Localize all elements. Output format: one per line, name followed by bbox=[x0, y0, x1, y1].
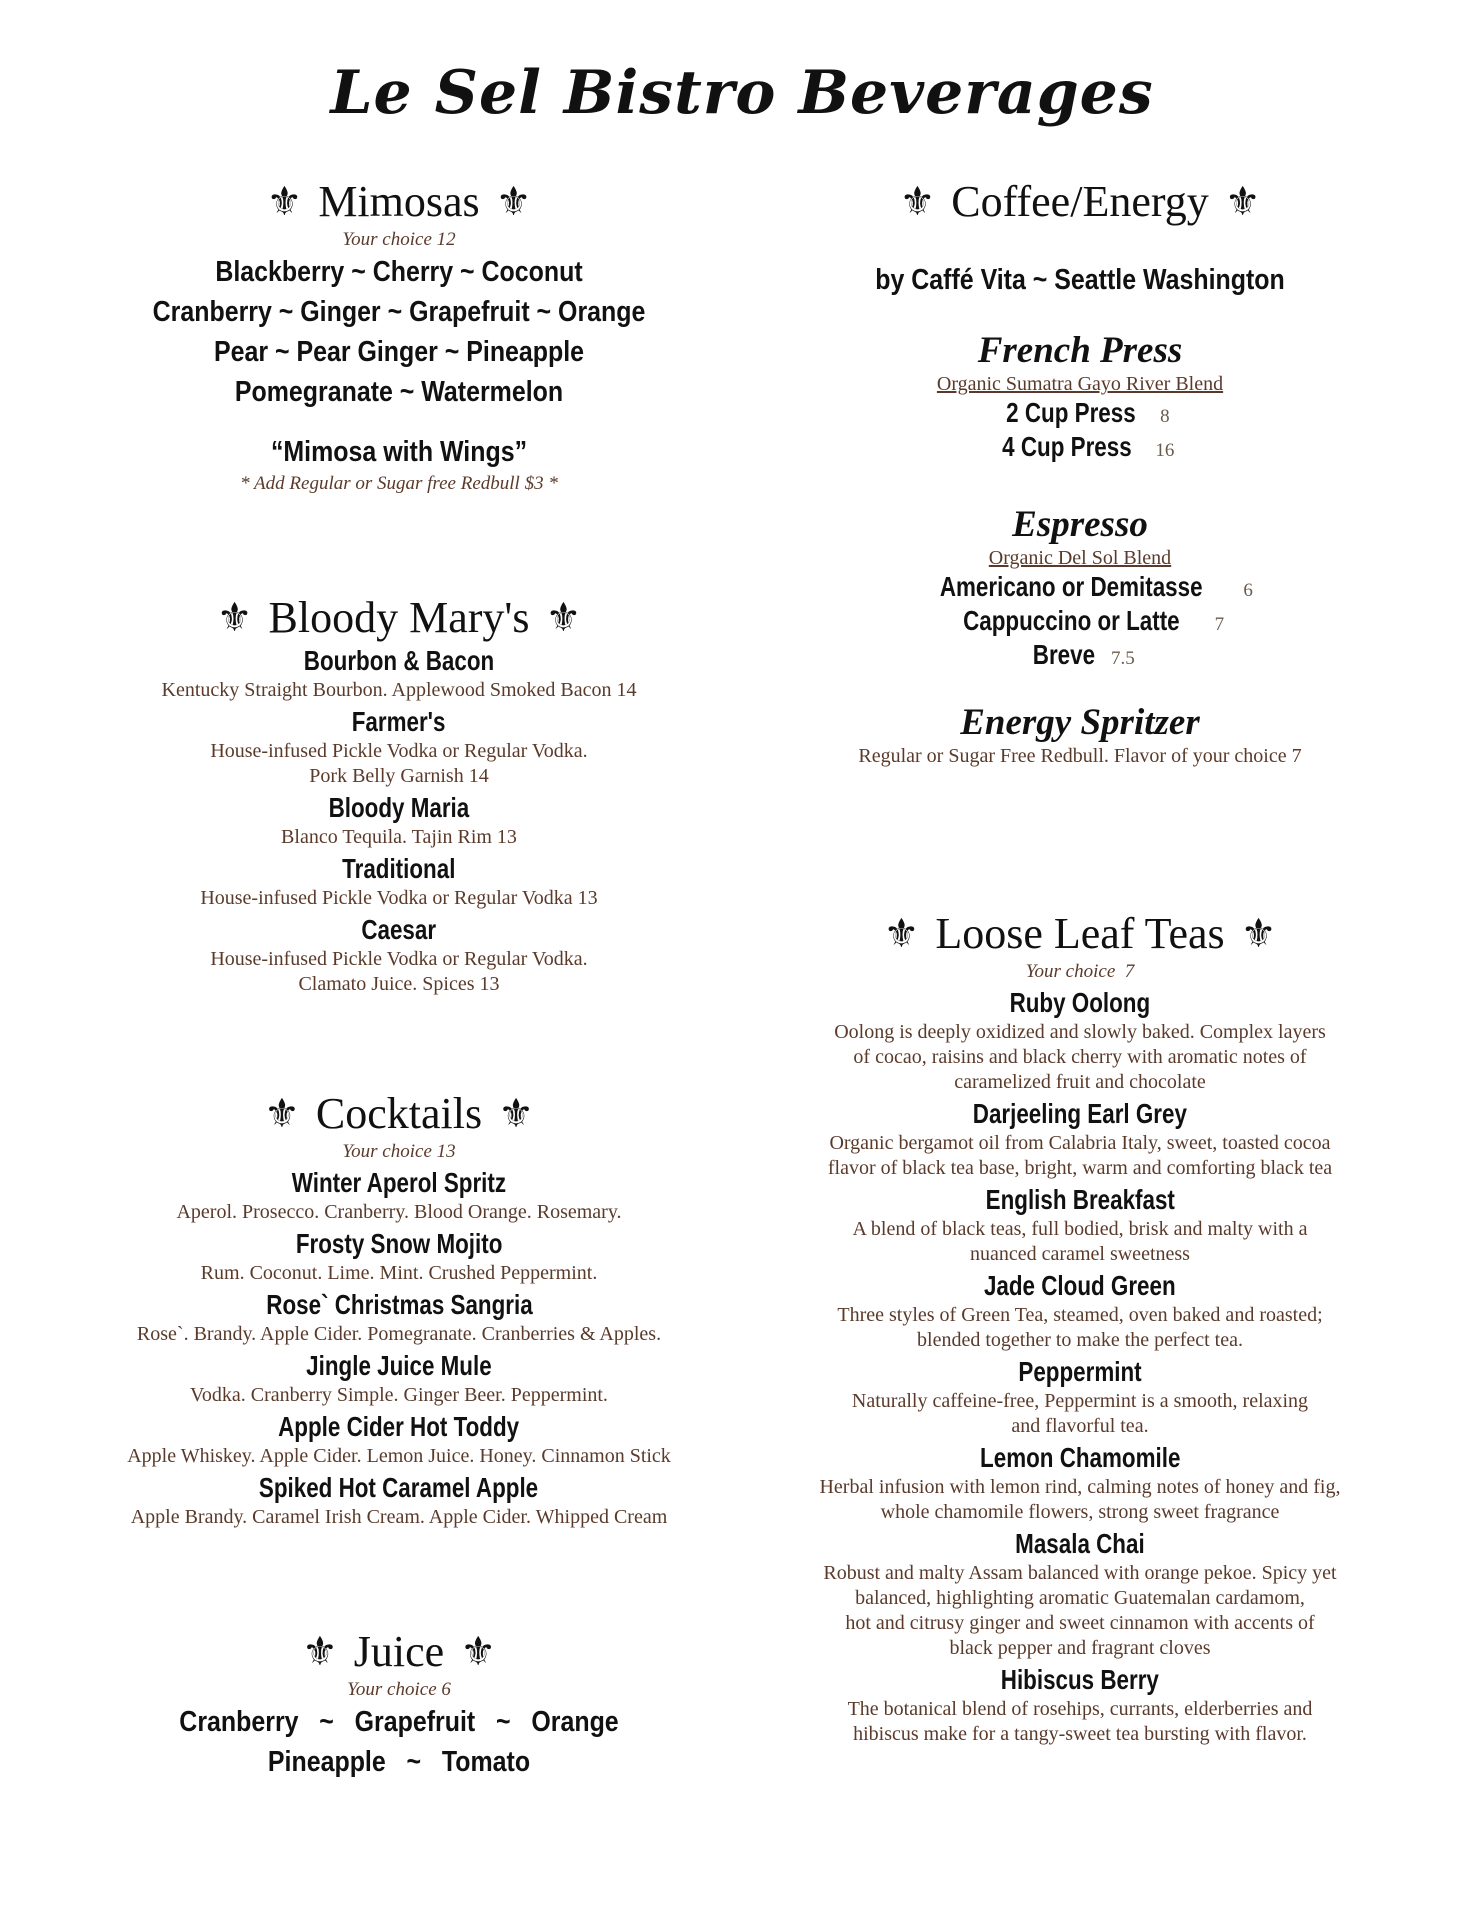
menu-item-name: Farmer's bbox=[352, 706, 446, 738]
fleur-de-lis-icon: ⚜ bbox=[301, 1629, 338, 1676]
espresso-heading: Espresso bbox=[1012, 504, 1148, 546]
menu-item-name: Apple Cider Hot Toddy bbox=[278, 1411, 520, 1443]
fleur-de-lis-icon: ⚜ bbox=[883, 911, 920, 958]
menu-item-desc: Oolong is deeply oxidized and slowly baked. Complex layers of cocao, raisins and black cherry with aromatic notes of caramelized fruit and chocolate bbox=[834, 1021, 1326, 1094]
coffee-heading bbox=[760, 178, 1400, 226]
mimosas-section bbox=[84, 178, 714, 496]
coffee-item-price: 16 bbox=[1155, 440, 1175, 462]
menu-item bbox=[760, 986, 1400, 1095]
coffee-item bbox=[760, 570, 1400, 604]
teas-title: Loose Leaf Teas bbox=[935, 909, 1225, 958]
juice-section bbox=[84, 1628, 714, 1782]
menu-item-desc: Blanco Tequila. Tajin Rim 13 bbox=[281, 826, 517, 849]
menu-item-desc: House-infused Pickle Vodka or Regular Vodka. Clamato Juice. Spices 13 bbox=[210, 948, 588, 996]
cocktails-list bbox=[84, 1166, 714, 1530]
menu-item-desc: Rum. Coconut. Lime. Mint. Crushed Peppermint. bbox=[200, 1262, 598, 1285]
coffee-item-name: Breve bbox=[1032, 639, 1096, 671]
teas-note: Your choice 7 bbox=[1025, 961, 1135, 983]
french-press-list bbox=[760, 396, 1400, 464]
menu-item bbox=[84, 705, 714, 789]
juice-heading bbox=[84, 1628, 714, 1676]
coffee-item-name: Americano or Demitasse bbox=[939, 571, 1203, 603]
energy-spritzer-desc: Regular or Sugar Free Redbull. Flavor of your choice 7 bbox=[858, 745, 1302, 768]
menu-item bbox=[760, 1441, 1400, 1525]
energy-spritzer-group bbox=[760, 702, 1400, 769]
french-press-heading: French Press bbox=[977, 330, 1183, 372]
coffee-item bbox=[760, 396, 1400, 430]
fleur-de-lis-icon: ⚜ bbox=[498, 1091, 534, 1138]
mimosas-flavor-line: Pear ~ Pear Ginger ~ Pineapple bbox=[213, 336, 585, 369]
mimosa-with-wings: “Mimosa with Wings” bbox=[270, 436, 528, 469]
menu-item-name: Masala Chai bbox=[1015, 1528, 1145, 1560]
menu-item-desc: Robust and malty Assam balanced with orange pekoe. Spicy yet balanced, highlighting aromatic Guatemalan cardamom, hot and citrusy ginger and sweet cinnamon with accents of black pepper and fragrant cloves bbox=[823, 1562, 1337, 1660]
french-press-group bbox=[760, 330, 1400, 464]
menu-item-desc: Apple Whiskey. Apple Cider. Lemon Juice. Honey. Cinnamon Stick bbox=[127, 1445, 671, 1468]
menu-item-name: Traditional bbox=[342, 853, 456, 885]
menu-item bbox=[760, 1183, 1400, 1267]
menu-item-name: Bourbon & Bacon bbox=[303, 645, 495, 677]
teas-section bbox=[760, 910, 1400, 1747]
menu-item bbox=[760, 1663, 1400, 1747]
bloody-marys-heading bbox=[84, 594, 714, 642]
menu-item bbox=[760, 1097, 1400, 1181]
menu-item-name: Winter Aperol Spritz bbox=[291, 1167, 507, 1199]
menu-item-desc: Naturally caffeine-free, Peppermint is a smooth, relaxing and flavorful tea. bbox=[851, 1390, 1309, 1438]
espresso-blend: Organic Del Sol Blend bbox=[988, 547, 1172, 570]
menu-title: Le Sel Bistro Beverages bbox=[330, 58, 1154, 128]
cocktails-section bbox=[84, 1090, 714, 1530]
bloody-marys-title: Bloody Mary's bbox=[268, 593, 530, 642]
mimosas-flavor-line: Blackberry ~ Cherry ~ Coconut bbox=[215, 256, 583, 289]
menu-item-name: Bloody Maria bbox=[328, 792, 470, 824]
coffee-item bbox=[760, 604, 1400, 638]
fleur-de-lis-icon: ⚜ bbox=[545, 595, 582, 642]
espresso-group bbox=[760, 504, 1400, 672]
menu-item bbox=[84, 1349, 714, 1408]
menu-item bbox=[84, 913, 714, 997]
mimosas-note: Your choice 12 bbox=[342, 229, 456, 251]
menu-item bbox=[760, 1355, 1400, 1439]
cocktails-title: Cocktails bbox=[315, 1089, 483, 1138]
fleur-de-lis-icon: ⚜ bbox=[495, 179, 532, 226]
mimosas-heading bbox=[84, 178, 714, 226]
bloody-marys-section bbox=[84, 594, 714, 997]
menu-item-desc: A blend of black teas, full bodied, brisk and malty with a nuanced caramel sweetness bbox=[852, 1218, 1308, 1266]
menu-item-desc: Organic bergamot oil from Calabria Italy, sweet, toasted cocoa flavor of black tea base, bright, warm and comforting black tea bbox=[827, 1132, 1333, 1180]
french-press-blend: Organic Sumatra Gayo River Blend bbox=[936, 373, 1224, 396]
menu-item-desc: Vodka. Cranberry Simple. Ginger Beer. Peppermint. bbox=[190, 1384, 608, 1407]
mimosas-flavor-line: Cranberry ~ Ginger ~ Grapefruit ~ Orange bbox=[152, 296, 646, 329]
menu-item bbox=[760, 1527, 1400, 1661]
coffee-item-name: 2 Cup Press bbox=[1006, 397, 1136, 429]
menu-item bbox=[84, 1288, 714, 1347]
juice-flavor-line: Pineapple ~ Tomato bbox=[267, 1746, 531, 1779]
menu-item-name: Caesar bbox=[361, 914, 437, 946]
menu-item-name: Hibiscus Berry bbox=[1000, 1664, 1160, 1696]
fleur-de-lis-icon: ⚜ bbox=[266, 179, 303, 226]
juice-title: Juice bbox=[353, 1627, 445, 1676]
menu-item-desc: Aperol. Prosecco. Cranberry. Blood Orange. Rosemary. bbox=[176, 1201, 622, 1224]
coffee-item bbox=[760, 430, 1400, 464]
coffee-title: Coffee/Energy bbox=[951, 177, 1209, 226]
menu-item-name: English Breakfast bbox=[985, 1184, 1175, 1216]
coffee-item-name: Cappuccino or Latte bbox=[962, 605, 1180, 637]
fleur-de-lis-icon: ⚜ bbox=[216, 595, 253, 642]
juice-note: Your choice 6 bbox=[347, 1679, 451, 1701]
coffee-item-price: 6 bbox=[1243, 580, 1253, 602]
energy-spritzer-heading: Energy Spritzer bbox=[960, 702, 1200, 744]
teas-heading bbox=[760, 910, 1400, 958]
menu-item bbox=[84, 1471, 714, 1530]
fleur-de-lis-icon: ⚜ bbox=[264, 1091, 300, 1138]
espresso-list bbox=[760, 570, 1400, 672]
menu-item-name: Jingle Juice Mule bbox=[306, 1350, 492, 1382]
coffee-roaster: by Caffé Vita ~ Seattle Washington bbox=[875, 264, 1285, 297]
juice-flavor-line: Cranberry ~ Grapefruit ~ Orange bbox=[179, 1706, 619, 1739]
fleur-de-lis-icon: ⚜ bbox=[1224, 179, 1261, 226]
menu-item-name: Lemon Chamomile bbox=[979, 1442, 1181, 1474]
menu-item bbox=[84, 1166, 714, 1225]
cocktails-heading bbox=[84, 1090, 714, 1138]
mimosa-with-wings-note: * Add Regular or Sugar free Redbull $3 * bbox=[240, 473, 558, 495]
menu-item bbox=[84, 1227, 714, 1286]
menu-item bbox=[84, 791, 714, 850]
mimosas-title: Mimosas bbox=[318, 177, 480, 226]
menu-item-desc: House-infused Pickle Vodka or Regular Vodka. Pork Belly Garnish 14 bbox=[210, 740, 588, 788]
menu-item-desc: Kentucky Straight Bourbon. Applewood Smoked Bacon 14 bbox=[161, 679, 637, 702]
menu-item bbox=[84, 644, 714, 703]
fleur-de-lis-icon: ⚜ bbox=[1240, 911, 1277, 958]
bloody-marys-list bbox=[84, 644, 714, 997]
coffee-item-price: 8 bbox=[1160, 406, 1170, 428]
coffee-section bbox=[760, 178, 1400, 769]
menu-item-name: Darjeeling Earl Grey bbox=[972, 1098, 1188, 1130]
teas-list bbox=[760, 986, 1400, 1747]
coffee-item bbox=[760, 638, 1400, 672]
menu-item-name: Peppermint bbox=[1018, 1356, 1142, 1388]
menu-item-desc: House-infused Pickle Vodka or Regular Vodka 13 bbox=[200, 887, 598, 910]
menu-item bbox=[84, 1410, 714, 1469]
menu-item-desc: Herbal infusion with lemon rind, calming notes of honey and fig, whole chamomile flowers, strong sweet fragrance bbox=[819, 1476, 1341, 1524]
menu-item bbox=[760, 1269, 1400, 1353]
mimosas-flavor-line: Pomegranate ~ Watermelon bbox=[234, 376, 564, 409]
menu-item-name: Rose` Christmas Sangria bbox=[265, 1289, 533, 1321]
menu-item-name: Jade Cloud Green bbox=[984, 1270, 1176, 1302]
menu-item-name: Frosty Snow Mojito bbox=[295, 1228, 503, 1260]
coffee-item-price: 7 bbox=[1214, 614, 1225, 636]
menu-item-name: Ruby Oolong bbox=[1009, 987, 1151, 1019]
menu-item-desc: Apple Brandy. Caramel Irish Cream. Apple Cider. Whipped Cream bbox=[130, 1506, 668, 1529]
menu-item bbox=[84, 852, 714, 911]
coffee-item-name: 4 Cup Press bbox=[1001, 431, 1132, 463]
coffee-item-price: 7.5 bbox=[1111, 648, 1135, 670]
fleur-de-lis-icon: ⚜ bbox=[460, 1629, 497, 1676]
cocktails-note: Your choice 13 bbox=[342, 1141, 456, 1163]
menu-item-name: Spiked Hot Caramel Apple bbox=[259, 1472, 539, 1504]
menu-item-desc: Three styles of Green Tea, steamed, oven baked and roasted; blended together to make the perfect tea. bbox=[837, 1304, 1323, 1352]
menu-item-desc: The botanical blend of rosehips, currants, elderberries and hibiscus make for a tangy-sweet tea bursting with flavor. bbox=[847, 1698, 1313, 1746]
fleur-de-lis-icon: ⚜ bbox=[899, 179, 936, 226]
menu-item-desc: Rose`. Brandy. Apple Cider. Pomegranate. Cranberries & Apples. bbox=[136, 1323, 662, 1346]
